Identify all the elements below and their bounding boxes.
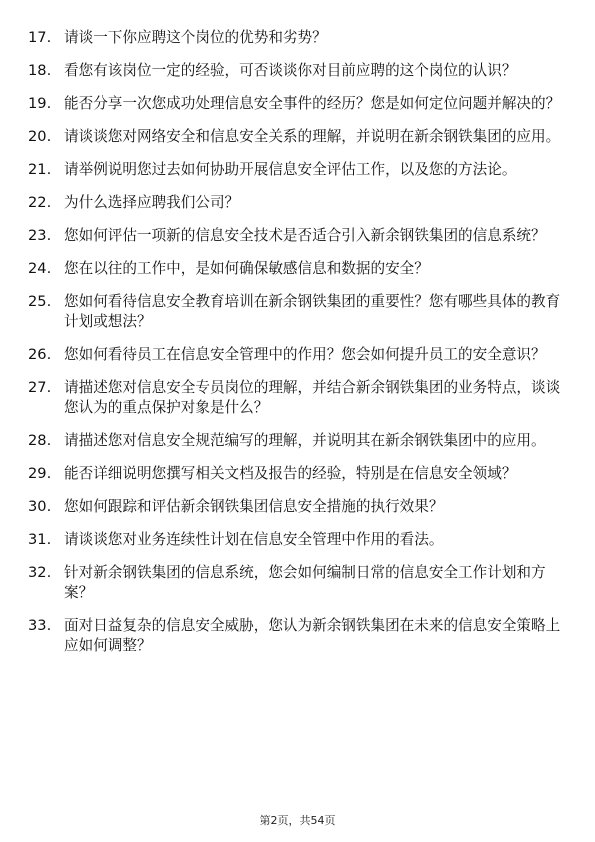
question-item [28, 259, 573, 279]
question-text: 您如何看待员工在信息安全管理中的作用？您会如何提升员工的安全意识？ [64, 346, 546, 363]
question-number: 30. [28, 498, 52, 515]
question-text: 请举例说明您过去如何协助开展信息安全评估工作，以及您的方法论。 [64, 161, 517, 178]
question-item [28, 378, 573, 418]
question-number: 32. [28, 564, 52, 581]
question-text: 您在以往的工作中，是如何确保敏感信息和数据的安全？ [64, 260, 429, 277]
question-item [28, 616, 573, 656]
question-text: 请描述您对信息安全专员岗位的理解，并结合新余钢铁集团的业务特点，谈谈您认为的重点保护对象是什么？ [64, 379, 561, 416]
question-text: 您如何评估一项新的信息安全技术是否适合引入新余钢铁集团的信息系统？ [64, 227, 546, 244]
question-number: 17. [28, 29, 52, 46]
question-text: 能否详细说明您撰写相关文档及报告的经验，特别是在信息安全领域？ [64, 465, 517, 482]
question-number: 19. [28, 95, 52, 112]
question-number: 21. [28, 161, 52, 178]
question-item [28, 563, 573, 603]
question-text: 请谈谈您对业务连续性计划在信息安全管理中作用的看法。 [64, 531, 444, 548]
question-text: 请描述您对信息安全规范编写的理解，并说明其在新余钢铁集团中的应用。 [64, 432, 546, 449]
question-number: 25. [28, 293, 52, 310]
question-number: 28. [28, 432, 52, 449]
question-number: 23. [28, 227, 52, 244]
question-item [28, 431, 573, 451]
question-item [28, 28, 573, 48]
question-text: 能否分享一次您成功处理信息安全事件的经历？您是如何定位问题并解决的？ [64, 95, 561, 112]
question-text: 请谈一下你应聘这个岗位的优势和劣势？ [64, 29, 327, 46]
question-item [28, 345, 573, 365]
question-number: 22. [28, 194, 52, 211]
question-item [28, 127, 573, 147]
question-item [28, 497, 573, 517]
question-text: 针对新余钢铁集团的信息系统，您会如何编制日常的信息安全工作计划和方案？ [64, 564, 546, 601]
question-text: 看您有该岗位一定的经验，可否谈谈你对目前应聘的这个岗位的认识？ [64, 62, 517, 79]
question-text: 您如何看待信息安全教育培训在新余钢铁集团的重要性？您有哪些具体的教育计划或想法？ [64, 293, 561, 330]
question-text: 您如何跟踪和评估新余钢铁集团信息安全措施的执行效果？ [64, 498, 444, 515]
question-list [28, 28, 573, 669]
question-item [28, 226, 573, 246]
question-number: 33. [28, 617, 52, 634]
question-text: 请谈谈您对网络安全和信息安全关系的理解，并说明在新余钢铁集团的应用。 [64, 128, 561, 145]
question-number: 29. [28, 465, 52, 482]
question-text: 为什么选择应聘我们公司？ [64, 194, 240, 211]
page-number-label: 第2页，共54页 [259, 814, 336, 827]
question-number: 18. [28, 62, 52, 79]
question-item [28, 292, 573, 332]
question-item [28, 530, 573, 550]
question-number: 26. [28, 346, 52, 363]
question-number: 24. [28, 260, 52, 277]
question-number: 31. [28, 531, 52, 548]
question-item [28, 160, 573, 180]
question-item [28, 94, 573, 114]
question-number: 27. [28, 379, 52, 396]
question-item [28, 464, 573, 484]
question-item [28, 61, 573, 81]
page-footer [0, 814, 595, 828]
question-item [28, 193, 573, 213]
question-number: 20. [28, 128, 52, 145]
question-text: 面对日益复杂的信息安全威胁，您认为新余钢铁集团在未来的信息安全策略上应如何调整？ [64, 617, 561, 654]
